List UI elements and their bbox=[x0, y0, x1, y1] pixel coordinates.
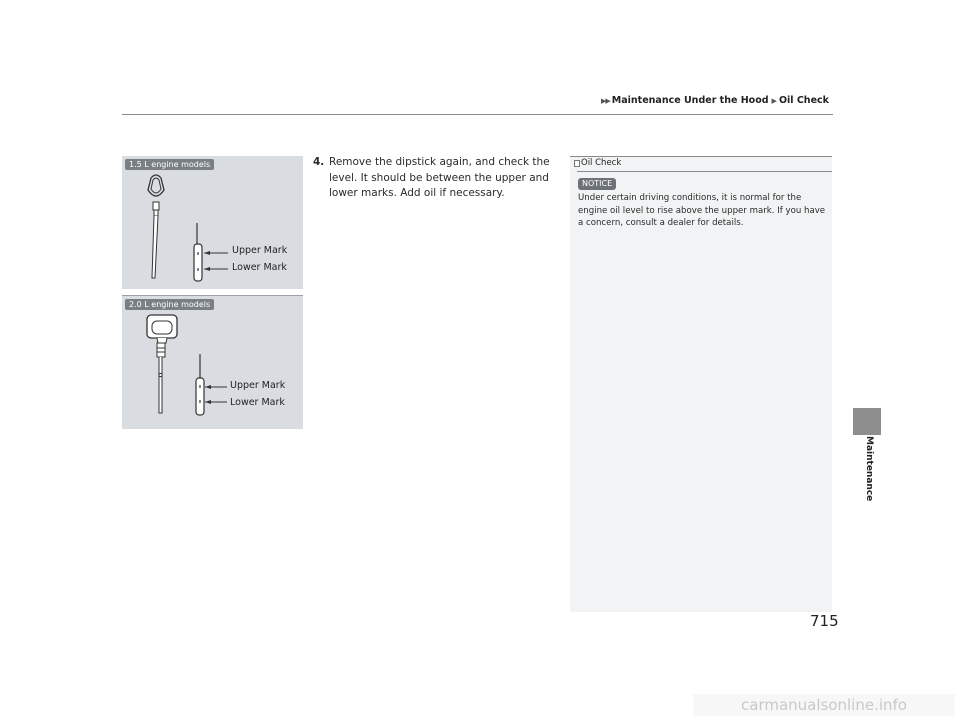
note-body: Under certain driving conditions, it is normal for the engine oil level to rise above the upper mark. If you have a concern, consult a dealer for details. bbox=[578, 193, 826, 228]
watermark[interactable]: carmanualsonline.info bbox=[693, 694, 955, 716]
chapter-tab-text: Maintenance bbox=[864, 436, 874, 502]
chapter-tab bbox=[853, 408, 881, 435]
figure-2-0l-dipstick bbox=[122, 295, 303, 429]
note-reference-icon bbox=[574, 160, 580, 167]
side-note-panel bbox=[570, 156, 832, 612]
lower-mark-label: Lower Mark bbox=[230, 397, 285, 408]
note-header bbox=[570, 156, 832, 171]
upper-mark-label: Upper Mark bbox=[230, 380, 286, 391]
note-divider bbox=[577, 171, 832, 172]
header-divider bbox=[122, 114, 833, 115]
note-title: Oil Check bbox=[581, 158, 622, 168]
step-number: 4. bbox=[313, 156, 325, 168]
page-number: 715 bbox=[810, 612, 839, 630]
dipstick-2-0l-illustration bbox=[122, 296, 303, 429]
lower-mark-label: Lower Mark bbox=[232, 262, 287, 273]
upper-mark-label: Upper Mark bbox=[232, 245, 288, 256]
step-4 bbox=[313, 155, 558, 202]
figure-tag: 1.5 L engine models bbox=[125, 159, 214, 170]
step-text: Remove the dipstick again, and check the level. It should be between the upper and lower marks. Add oil if necessary. bbox=[329, 156, 550, 199]
breadcrumb bbox=[601, 95, 829, 106]
breadcrumb-page[interactable]: Oil Check bbox=[778, 95, 829, 106]
breadcrumb-arrow-icon: ▶ bbox=[771, 96, 777, 105]
breadcrumb-arrow-icon: ▶▶ bbox=[601, 96, 610, 105]
figure-tag: 2.0 L engine models bbox=[125, 299, 214, 310]
breadcrumb-section[interactable]: Maintenance Under the Hood bbox=[611, 95, 769, 106]
chapter-tab-label bbox=[862, 436, 876, 506]
figure-1-5l-dipstick bbox=[122, 156, 303, 289]
notice-badge: NOTICE bbox=[578, 178, 616, 190]
